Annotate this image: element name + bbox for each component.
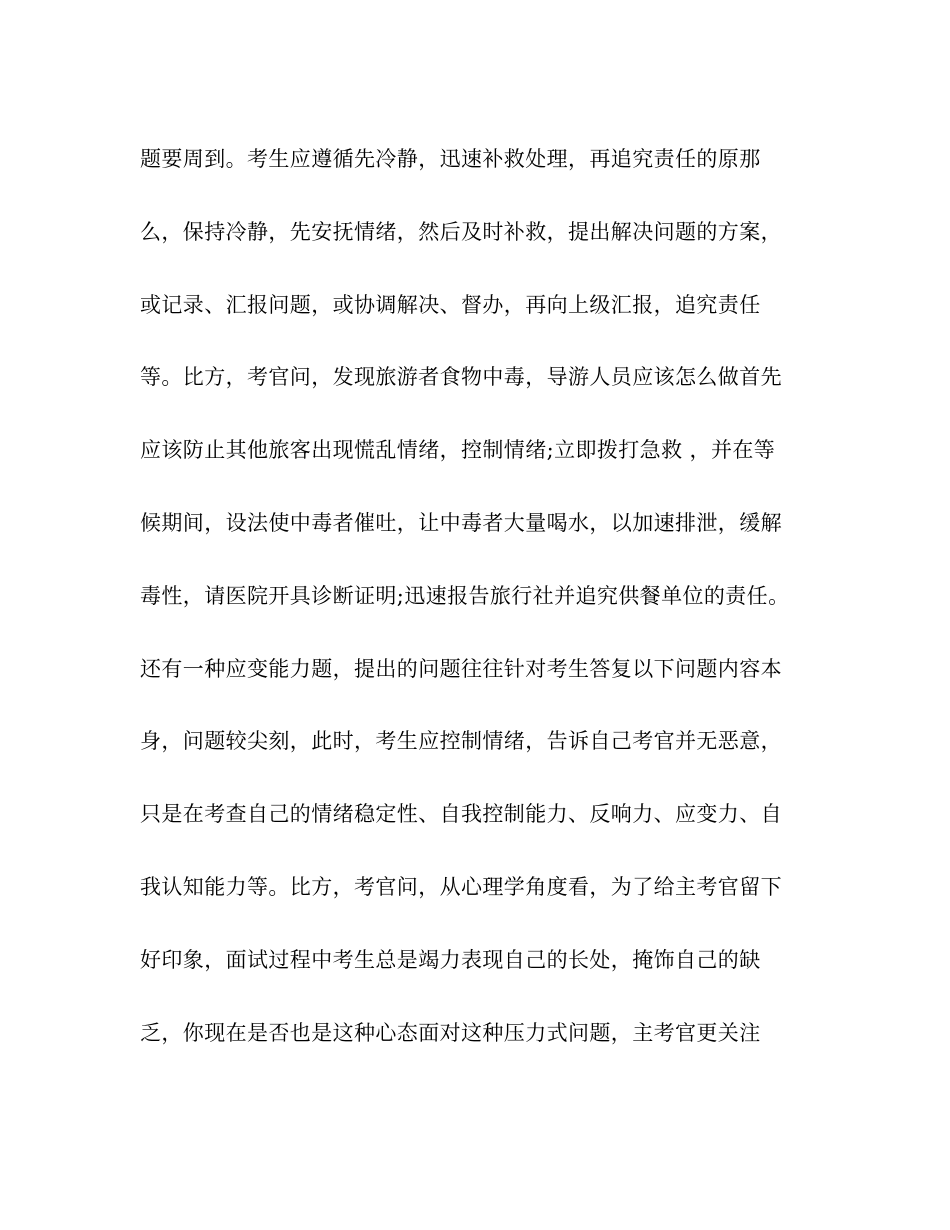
text-line-4: 等。比方，考官问，发现旅游者食物中毒，导游人员应该怎么做首先 (140, 365, 782, 390)
text-line-13: 乏，你现在是否也是这种心态面对这种压力式问题，主考官更关注 (140, 1020, 761, 1045)
text-line-3: 或记录、汇报问题，或协调解决、督办，再向上级汇报，追究责任 (140, 292, 761, 317)
text-line-2: 么，保持冷静，先安抚情绪，然后及时补救，提出解决问题的方案， (140, 219, 782, 244)
text-line-12: 好印象，面试过程中考生总是竭力表现自己的长处，掩饰自己的缺 (140, 947, 761, 972)
text-line-10: 只是在考查自己的情绪稳定性、自我控制能力、反响力、应变力、自 (140, 802, 782, 827)
text-line-5: 应该防止其他旅客出现慌乱情绪，控制情绪;立即拨打急救 ，并在等 (140, 438, 776, 463)
text-line-8: 还有一种应变能力题，提出的问题往往针对考生答复以下问题内容本 (140, 656, 782, 681)
text-line-11: 我认知能力等。比方，考官问，从心理学角度看，为了给主考官留下 (140, 874, 782, 899)
body-text (140, 138, 820, 1084)
text-line-1: 题要周到。考生应遵循先冷静，迅速补救处理，再追究责任的原那 (140, 147, 761, 171)
text-line-9: 身，问题较尖刻，此时，考生应控制情绪，告诉自己考官并无恶意， (140, 729, 782, 754)
text-line-7: 毒性，请医院开具诊断证明;迅速报告旅行社并追究供餐单位的责任。 (140, 583, 790, 608)
text-line-6: 候期间，设法使中毒者催吐，让中毒者大量喝水，以加速排泄，缓解 (140, 510, 782, 535)
